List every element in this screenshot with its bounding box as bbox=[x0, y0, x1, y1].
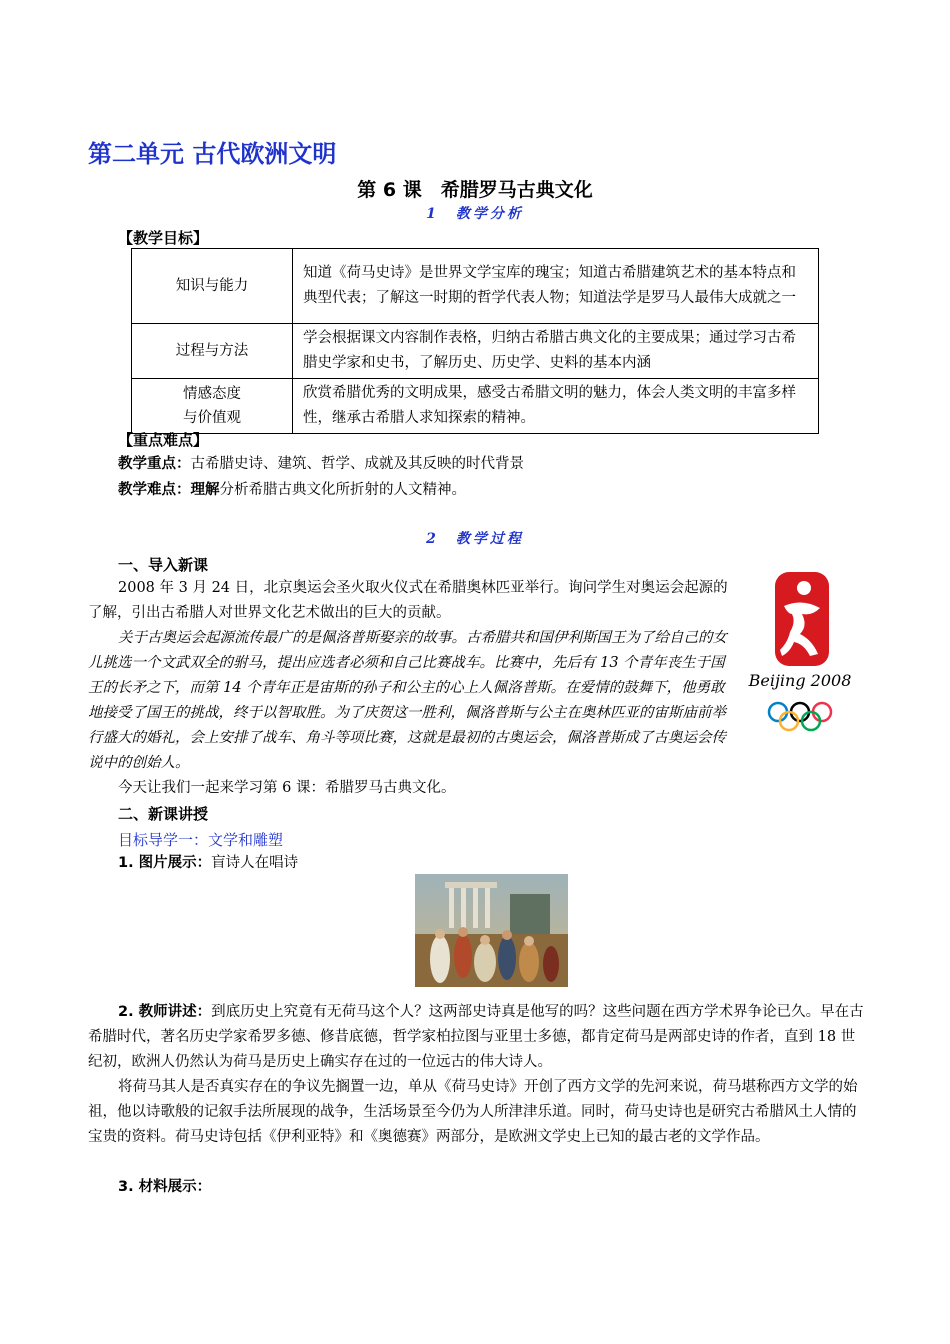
section-heading-analysis: 1 教学分析 bbox=[426, 206, 524, 222]
difficulty-line bbox=[118, 478, 466, 503]
item2-text: 到底历史上究竟有无荷马这个人？这两部史诗真是他写的吗？这些问题在西方学术界争论已久。早在古希腊时代，著名历史学家希罗多德、修昔底德，哲学家柏拉图与亚里士多德，都肯定荷马是两部史诗的作者，直到 18 世纪初，欧洲人仍然认为荷马是历史上确实存在过的一位远古的伟大诗人。 bbox=[88, 1004, 864, 1070]
goal1-title: 目标导学一：文学和雕塑 bbox=[118, 831, 284, 849]
intro-closing: 今天让我们一起来学习第 6 课：希腊罗马古典文化。 bbox=[118, 780, 456, 796]
difficulty-label: 教学难点：理解 bbox=[118, 482, 220, 498]
item2-paragraph bbox=[88, 1000, 864, 1075]
goal-key-line: 与价值观 bbox=[183, 410, 241, 426]
painting-image-icon bbox=[415, 874, 568, 987]
goal-value: 知道《荷马史诗》是世界文学宝库的瑰宝；知道古希腊建筑艺术的基本特点和典型代表；了解这一时期的哲学代表人物；知道法学是罗马人最伟大成就之一 bbox=[293, 249, 819, 324]
logo-text: Beijing 2008 bbox=[748, 671, 852, 690]
item3-line bbox=[118, 1175, 211, 1200]
key-point-text: 古希腊史诗、建筑、哲学、成就及其反映的时代背景 bbox=[190, 456, 524, 472]
goals-table bbox=[131, 248, 819, 434]
table-row bbox=[132, 379, 819, 434]
goal-value: 学会根据课文内容制作表格，归纳古希腊古典文化的主要成果；通过学习古希腊史学家和史书，了解历史、历史学、史料的基本内涵 bbox=[293, 324, 819, 379]
item1-label: 1. 图片展示： bbox=[118, 855, 212, 871]
item3-label: 3. 材料展示： bbox=[118, 1179, 212, 1195]
goal-value: 欣赏希腊优秀的文明成果，感受古希腊文明的魅力，体会人类文明的丰富多样性，继承古希腊人求知探索的精神。 bbox=[293, 379, 819, 434]
part2-title: 二、新课讲授 bbox=[118, 805, 209, 823]
intro-paragraph: 2008 年 3 月 24 日，北京奥运会圣火取火仪式在希腊奥林匹亚举行。询问学生对奥运会起源的了解，引出古希腊人对世界文化艺术做出的巨大的贡献。 bbox=[88, 580, 728, 621]
item2-paragraph-2: 将荷马其人是否真实存在的争议先搁置一边，单从《荷马史诗》开创了西方文学的先河来说，荷马堪称西方文学的始祖，他以诗歌般的记叙手法所展现的战争，生活场景至今仍为人所津津乐道。同时，荷马史诗也是研究古希腊风土人情的宝贵的资料。荷马史诗包括《伊利亚特》和《奥德赛》两部分，是欧洲文学史上已知的最古老的文学作品。 bbox=[88, 1079, 858, 1145]
olympic-logo-icon bbox=[742, 570, 858, 734]
key-point-line bbox=[118, 452, 524, 477]
unit-title: 第二单元 古代欧洲文明 bbox=[88, 140, 337, 168]
difficulty-text: 分析希腊古典文化所折射的人文精神。 bbox=[219, 482, 466, 498]
goal-key bbox=[132, 379, 293, 434]
goal-key: 知识与能力 bbox=[132, 249, 293, 324]
key-point-label: 教学重点： bbox=[118, 456, 191, 472]
section-heading-process: 2 教学过程 bbox=[426, 531, 524, 547]
goal-key-line: 情感态度 bbox=[183, 386, 241, 402]
table-row bbox=[132, 324, 819, 379]
runner-head bbox=[797, 581, 811, 595]
item2-label: 2. 教师讲述： bbox=[118, 1004, 212, 1020]
goal-key: 过程与方法 bbox=[132, 324, 293, 379]
key-difficulty-label: 【重点难点】 bbox=[118, 431, 209, 449]
intro-story-paragraph: 关于古奥运会起源流传最广的是佩洛普斯娶亲的故事。古希腊共和国伊利斯国王为了给自己的女儿挑选一个文武双全的驸马，提出应选者必须和自己比赛战车。比赛中，先后有 13 个青年丧生于国王的长矛之下，而第 14 个青年正是宙斯的孙子和公主的心上人佩洛普斯。在爱情的鼓舞下，他勇敢地接受了国王的挑战，终于以智取胜。为了庆贺这一胜利，佩洛普斯与公主在奥林匹亚的宙斯庙前举行盛大的婚礼，会上安排了战车、角斗等项比赛，这就是最初的古奥运会，佩洛普斯成了古奥运会传说中的创始人。 bbox=[88, 630, 727, 771]
item1-text: 盲诗人在唱诗 bbox=[211, 855, 299, 871]
beijing-2008-logo bbox=[742, 570, 858, 734]
item1-line bbox=[118, 851, 298, 876]
blind-poet-painting bbox=[415, 874, 568, 987]
lesson-title: 第 6 课 希腊罗马古典文化 bbox=[357, 179, 593, 201]
part1-title: 一、导入新课 bbox=[118, 556, 209, 574]
goals-label: 【教学目标】 bbox=[118, 229, 209, 247]
table-row bbox=[132, 249, 819, 324]
